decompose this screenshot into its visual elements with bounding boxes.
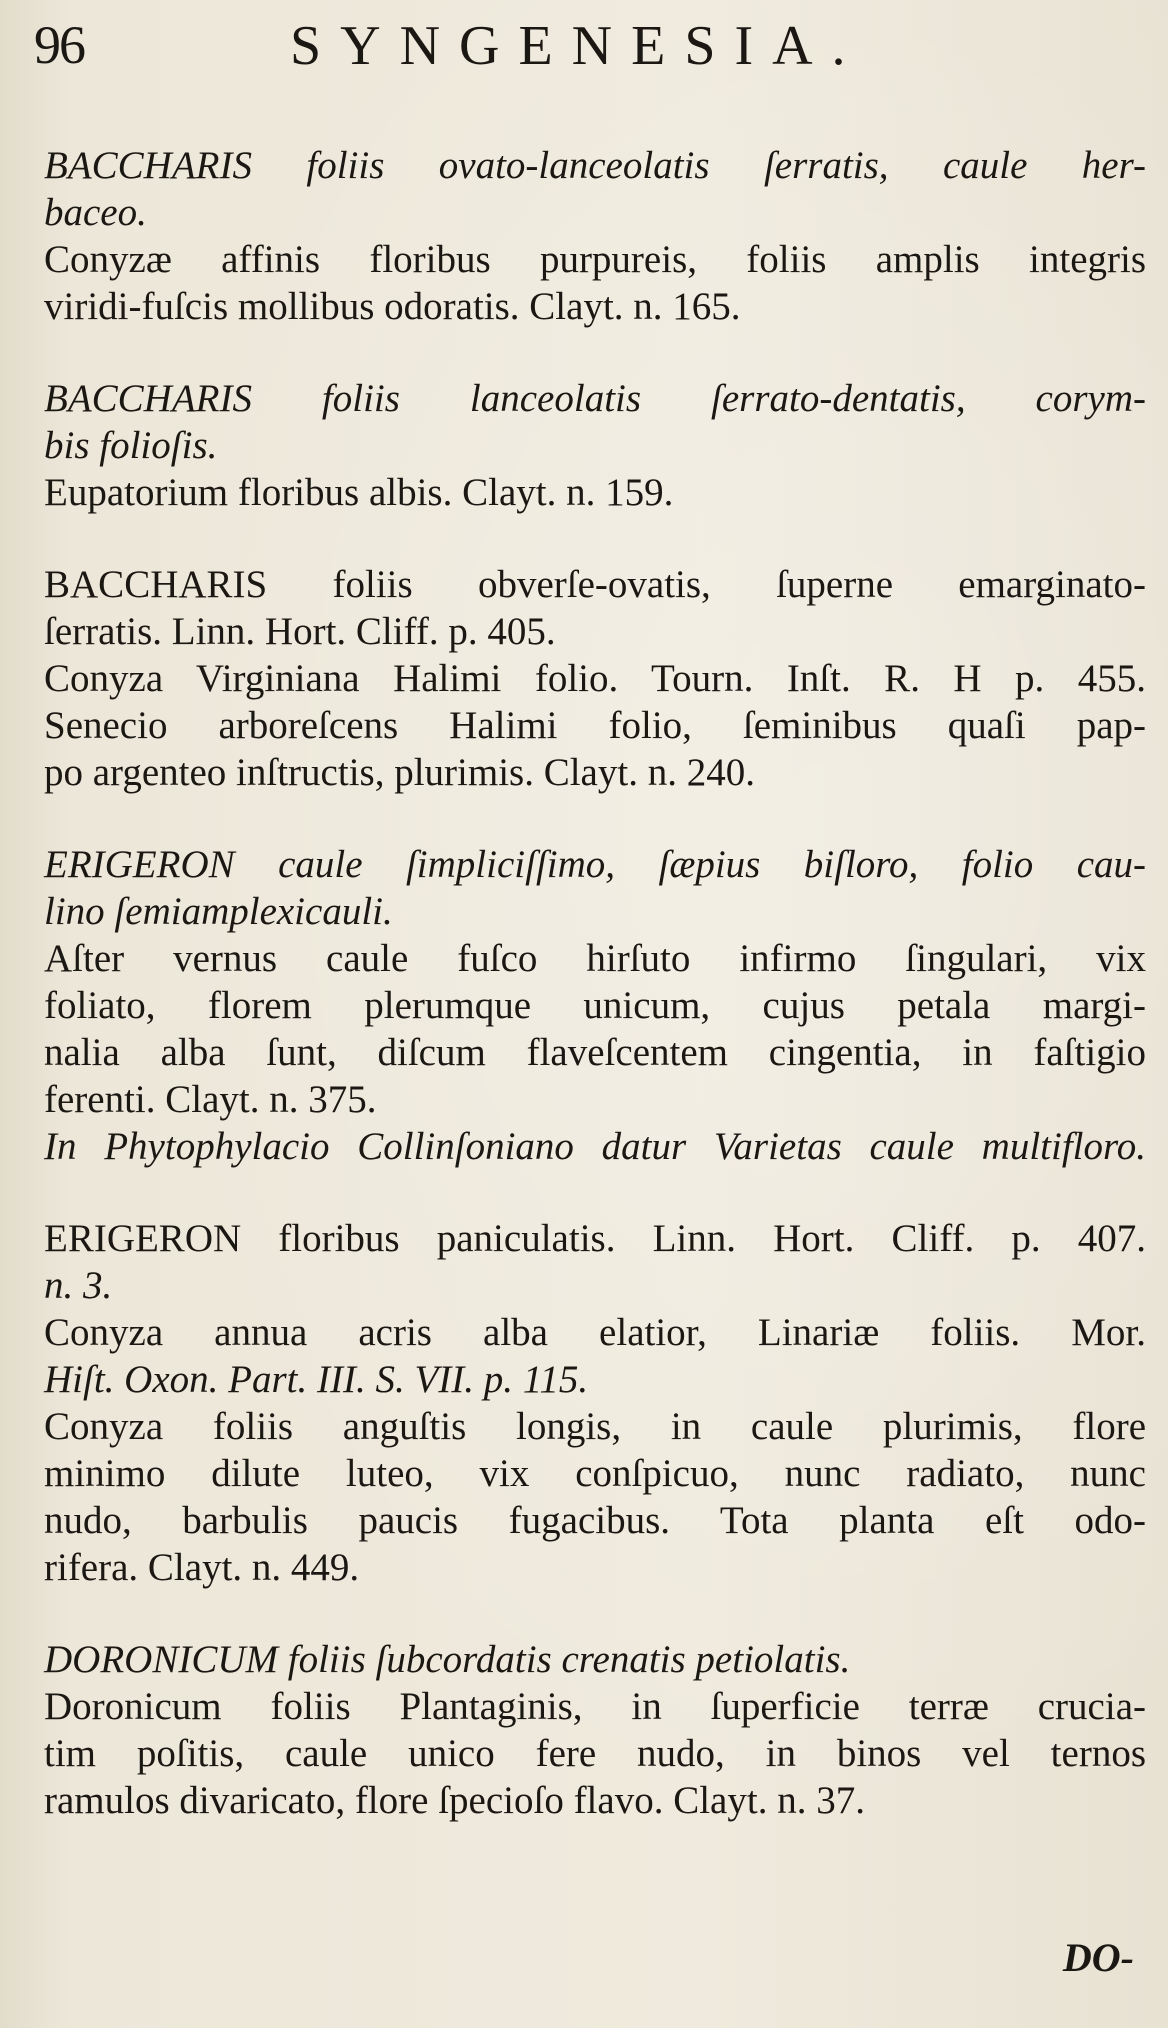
text-line: minimo dilute luteo, vix conſpicuo, nunc radiato, nunc	[44, 1452, 1146, 1495]
text-line: BACCHARIS foliis ovato-lanceolatis ſerratis, caule her-	[44, 144, 1146, 187]
catchword: DO-	[1062, 1935, 1134, 1980]
text-line: lino ſemiamplexicauli.	[44, 890, 393, 933]
text-line: bis folioſis.	[44, 424, 218, 467]
page-body	[44, 142, 1146, 1869]
entry-doronicum	[44, 1636, 1146, 1824]
entry-erigeron-1	[44, 841, 1146, 1170]
text-line: In Phytophylacio Collinſoniano datur Varietas caule multifloro.	[44, 1125, 1146, 1168]
text-line: Hiſt. Oxon. Part. III. S. VII. p. 115.	[44, 1358, 589, 1401]
text-line: BACCHARIS foliis obverſe-ovatis, ſuperne emarginato-	[44, 563, 1146, 606]
text-line: po argenteo inſtructis, plurimis. Clayt. n. 240.	[44, 751, 755, 794]
page-number: 96	[34, 15, 84, 75]
text-line: Conyza Virginiana Halimi folio. Tourn. Inſt. R. H p. 455.	[44, 657, 1146, 700]
text-line: Conyzæ affinis floribus purpureis, foliis amplis integris	[44, 238, 1146, 281]
text-line: DORONICUM foliis ſubcordatis crenatis petiolatis.	[44, 1638, 851, 1681]
text-line: ramulos divaricato, flore ſpecioſo flavo. Clayt. n. 37.	[44, 1779, 865, 1822]
text-line: Aſter vernus caule fuſco hirſuto infirmo ſingulari, vix	[44, 937, 1146, 980]
text-line: baceo.	[44, 191, 147, 234]
text-line: BACCHARIS foliis lanceolatis ſerrato-dentatis, corym-	[44, 377, 1146, 420]
text-line: nudo, barbulis paucis fugacibus. Tota planta eſt odo-	[44, 1499, 1146, 1542]
page-header	[34, 8, 1138, 78]
entry-baccharis-1	[44, 142, 1146, 330]
text-line: ERIGERON floribus paniculatis. Linn. Hort. Cliff. p. 407.	[44, 1217, 1146, 1260]
text-line: n. 3.	[44, 1264, 113, 1307]
text-line: Eupatorium floribus albis. Clayt. n. 159.	[44, 471, 674, 514]
entry-baccharis-3	[44, 561, 1146, 796]
entry-baccharis-2	[44, 375, 1146, 516]
text-line: ferenti. Clayt. n. 375.	[44, 1078, 377, 1121]
text-line: viridi-fuſcis mollibus odoratis. Clayt. n. 165.	[44, 285, 741, 328]
text-line: nalia alba ſunt, diſcum flaveſcentem cingentia, in faſtigio	[44, 1031, 1146, 1074]
text-line: Doronicum foliis Plantaginis, in ſuperficie terræ crucia-	[44, 1685, 1146, 1728]
entry-erigeron-2	[44, 1215, 1146, 1591]
text-line: Conyza foliis anguſtis longis, in caule plurimis, flore	[44, 1405, 1146, 1448]
running-head: SYNGENESIA.	[290, 15, 865, 77]
text-line: Senecio arboreſcens Halimi folio, ſeminibus quaſi pap-	[44, 704, 1146, 747]
text-line: ERIGERON caule ſimpliciſſimo, ſæpius biſloro, folio cau-	[44, 843, 1146, 886]
text-line: foliato, florem plerumque unicum, cujus petala margi-	[44, 984, 1146, 1027]
text-line: tim poſitis, caule unico fere nudo, in binos vel ternos	[44, 1732, 1146, 1775]
text-line: ſerratis. Linn. Hort. Cliff. p. 405.	[44, 610, 556, 653]
text-line: rifera. Clayt. n. 449.	[44, 1546, 360, 1589]
text-line: Conyza annua acris alba elatior, Linariæ foliis. Mor.	[44, 1311, 1146, 1354]
